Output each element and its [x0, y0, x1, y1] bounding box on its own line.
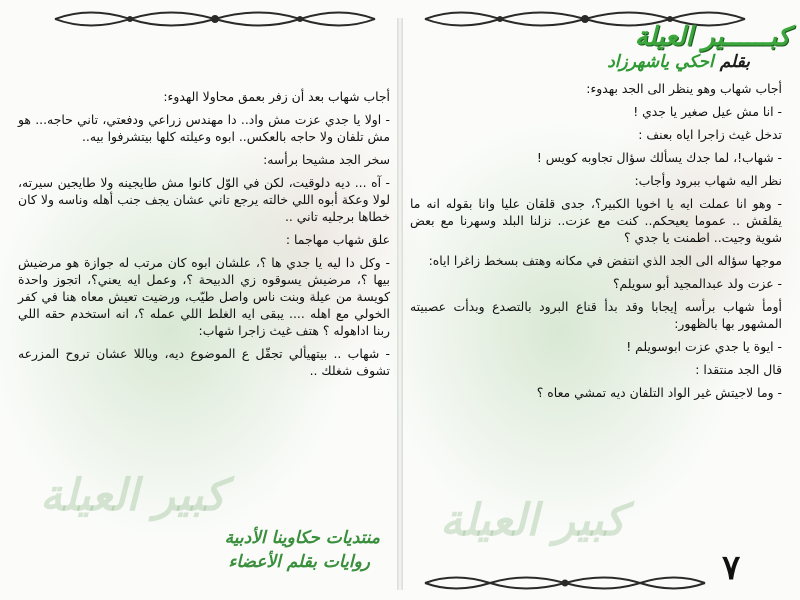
page-number: ٧ — [722, 548, 741, 588]
paragraph: - اولا يا جدي عزت مش واد.. دا مهندس زراعي ودفعتي، تاني حاجه... هو مش تلفان ولا حاجه بالعكس.. ابوه وعيلته كلها بيتشرفوا بيه.. — [18, 112, 390, 144]
paragraph: - ايوة يا جدي عزت ابوسويلم ! — [626, 339, 782, 354]
paragraph: - آه ... ديه دلوقيت، لكن في الوّل كانوا مش طايجينه ولا طايجين سيرته، لولا وعكة أبوه اللي خالته يرجع تاني عشان يجف جنب أهله وناسه ولا كان خطاها برجليه تاني .. — [18, 175, 390, 224]
book-spine — [397, 18, 403, 590]
paragraph: أجاب شهاب بعد أن زفر بعمق محاولا الهدوء: — [163, 89, 390, 104]
paragraph: نظر اليه شهاب ببرود وأجاب: — [634, 173, 782, 188]
paragraph: موجها سؤاله الى الجد الذي انتفض في مكانه وهتف بسخط زاغرا اياه: — [428, 253, 782, 268]
paragraph: قال الجد منتقدا : — [695, 362, 782, 377]
paragraph: أجاب شهاب وهو ينظر الى الجد بهدوء: — [586, 81, 782, 96]
paragraph: - وهو انا عملت ايه يا اخويا الكبير؟، جدى قلقان عليا وانا بقوله انه ما يقلقش .. عموما يعيحكم.. كنت مع عزت.. نزلنا البلد وسهرنا مع بعض شوية وجيت.. اطمنت يا جدي ؟ — [410, 196, 782, 245]
bottom-ornament-right — [420, 572, 710, 594]
story-title: كبــــــير العيلة — [634, 22, 790, 52]
forum-name: منتديات حكاوينا الأدبية — [224, 528, 380, 548]
paragraph: - وما لاجيتش غير الواد التلفان ديه تمشي معاه ؟ — [536, 385, 782, 400]
right-page-text — [410, 80, 782, 407]
byline-prefix: بقلم — [719, 52, 750, 72]
watermark-left: كبير العيلة — [40, 470, 226, 521]
paragraph: - شهاب!، لما جدك يسألك سؤال تجاوبه كويس ! — [536, 150, 782, 165]
byline-name: احكي ياشهرزاد — [607, 52, 714, 72]
watermark-right: كبير العيلة — [440, 495, 626, 546]
paragraph: - شهاب .. بيتهيألي تجقّل ع الموضوع ديه، وياللا عشان تروح المزرعه تشوف شغلك .. — [18, 346, 390, 378]
left-page-text — [18, 88, 390, 385]
author-byline — [520, 52, 750, 72]
paragraph: - عزت ولد عبدالمجيد أبو سويلم؟ — [612, 276, 782, 291]
paragraph: أومأ شهاب برأسه إيجابا وقد بدأ قناع البرود بالتصدع وبدأت عصبيته المشهور بها بالظهور: — [410, 299, 782, 331]
paragraph: تدخل غيث زاجرا اياه بعنف : — [638, 127, 782, 142]
paragraph: سخر الجد مشيحا برأسه: — [263, 152, 390, 167]
paragraph: - انا مش عيل صغير يا جدي ! — [633, 104, 782, 119]
paragraph: - وكل دا ليه يا جدي ها ؟، علشان ابوه كان مرتب له جوازة هو مرضيش بيها ؟، مرضيش يسوقوه زي الدبيحة ؟، وعمل ايه يعني؟، اتجوز واحدة كويسة من عيلة وبنت ناس واصل طيّب، ورضيت تعيش معاه هنا في كفر الخولي مع اهله .... يبقى ايه الغلط اللي عمله ؟، انه استخدم حقه اللي ربنا اداهوله ؟ هتف غيث زاجرا شهاب: — [18, 255, 390, 338]
top-ornament-left — [50, 6, 380, 32]
forum-section: روايات بقلم الأعضاء — [228, 552, 370, 572]
paragraph: علق شهاب مهاجما : — [285, 232, 390, 247]
